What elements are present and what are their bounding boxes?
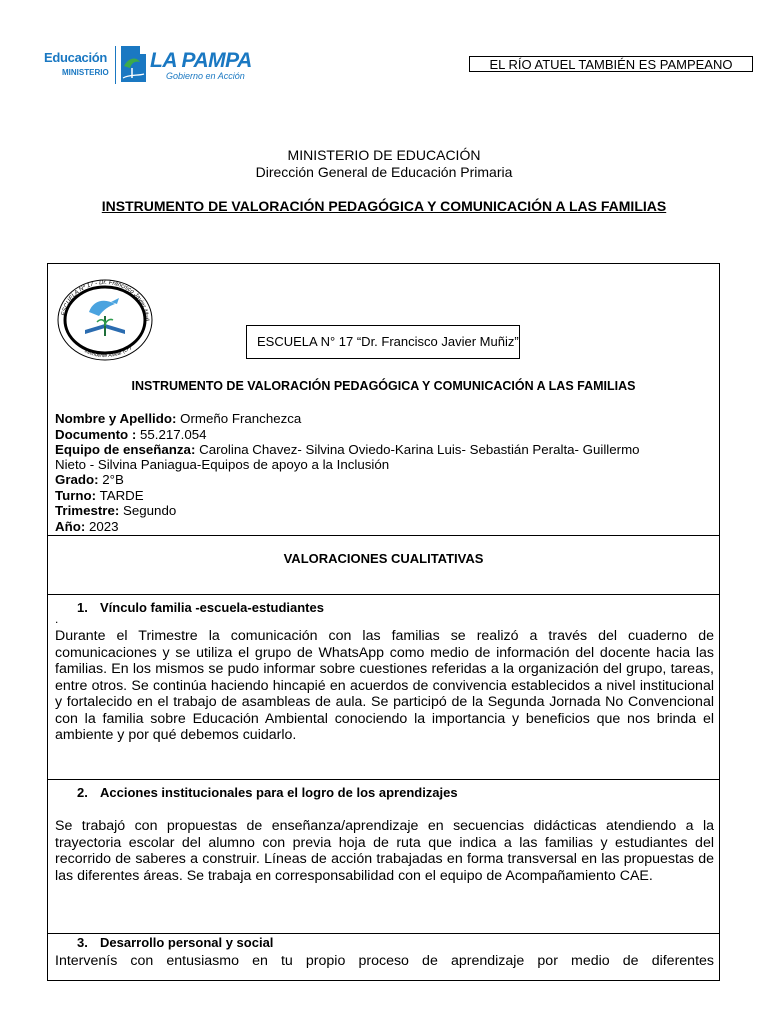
field-name [55, 411, 301, 427]
team-value: Carolina Chavez- Silvina Oviedo-Karina Luis- Sebastián Peralta- Guillermo [195, 442, 640, 457]
section-1-body: Durante el Trimestre la comunicación con las familias se realizó a través del cuaderno de comunicaciones y se utiliza el grupo de WhatsApp como medio de información del docente hacia las familias. En los mismos se pudo informar sobre cuestiones referidas a la organización del grupo, tareas, entre otros. Se continúa haciendo hincapié en acuerdos de convivencia establecidos a nivel institucional y fortalecido en el trabajo de asambleas de aula. Se participó de la Segunda Jornada No Convencional con la familia sobre Educación Ambiental conociendo la importancia y beneficios que nos brinda el ambiente y por qué debemos cuidarlo. [55, 628, 714, 743]
la-pampa-logo-text: LA PAMPA [150, 49, 252, 72]
field-grade [55, 472, 124, 488]
logo-divider [115, 46, 116, 84]
section-2-title: Acciones institucionales para el logro de los aprendizajes [100, 785, 458, 800]
trimester-value: Segundo [119, 503, 177, 518]
name-value: Ormeño Franchezca [176, 411, 302, 426]
field-shift [55, 488, 144, 504]
shift-label: Turno: [55, 488, 97, 503]
school-seal-logo [53, 270, 157, 362]
section-3-number: 3. [77, 935, 88, 950]
seal-top-text: ESCUELA Nº 17 - Dr. Francisco Javier Muñ [61, 279, 150, 322]
grade-label: Grado: [55, 472, 99, 487]
section-3-title: Desarrollo personal y social [100, 935, 274, 950]
team-label: Equipo de enseñanza: [55, 442, 196, 457]
trimester-label: Trimestre: [55, 503, 120, 518]
education-ministry-logo [44, 50, 114, 77]
year-value: 2023 [85, 519, 119, 534]
field-trimester [55, 503, 176, 519]
slogan-box: EL RÍO ATUEL TAMBIÉN ES PAMPEANO [469, 56, 753, 72]
document-title: INSTRUMENTO DE VALORACIÓN PEDAGÓGICA Y COMUNICACIÓN A LAS FAMILIAS [101, 198, 667, 214]
section-1-dot: . [55, 612, 59, 626]
document-value: 55.217.054 [136, 427, 207, 442]
section-2-number: 2. [77, 785, 88, 800]
field-year [55, 519, 119, 535]
divider-qualitative-bottom [47, 594, 720, 595]
shift-value: TARDE [96, 488, 144, 503]
government-slogan-text: Gobierno en Acción [166, 71, 245, 81]
section-2-body: Se trabajó con propuestas de enseñanza/aprendizaje en secuencias didácticas atendiendo a la trayectoria escolar del alumno con previa hoja de ruta que indica a las familias y estudiantes del recorrido de saberes a construir. Líneas de acción trabajadas en forma transversal en las propuestas de las diferentes áreas. Se trabaja en corresponsabilidad con el equipo de Acompañamiento CAE. [55, 818, 714, 884]
divider-section-2-bottom [47, 933, 720, 934]
divider-section-1-bottom [47, 779, 720, 780]
section-3-body: Intervenís con entusiasmo en tu propio proceso de aprendizaje por medio de diferentes [55, 953, 714, 969]
ministry-logo-text: MINISTERIO [62, 68, 109, 77]
section-1-title: Vínculo familia -escuela-estudiantes [100, 600, 324, 615]
la-pampa-map-icon [118, 44, 148, 84]
seal-bottom-text: Intendente Alvear (LP) [83, 344, 133, 360]
form-title: INSTRUMENTO DE VALORACIÓN PEDAGÓGICA Y COMUNICACIÓN A LAS FAMILIAS [131, 379, 636, 393]
field-team [55, 442, 640, 458]
school-name-box: ESCUELA N° 17 “Dr. Francisco Javier Muñiz” [246, 325, 520, 359]
field-team-continued [55, 457, 389, 473]
education-logo-text: Educación [44, 50, 108, 65]
la-pampa-logo [150, 49, 252, 81]
team-value-continued: Nieto - Silvina Paniagua-Equipos de apoyo a la Inclusión [55, 457, 390, 472]
divider-info-bottom [47, 535, 720, 536]
section-1-number: 1. [77, 600, 88, 615]
grade-value: 2°B [98, 472, 124, 487]
qualitative-title: VALORACIONES CUALITATIVAS [283, 551, 484, 566]
document-label: Documento : [55, 427, 137, 442]
ministry-name: MINISTERIO DE EDUCACIÓN [287, 147, 481, 163]
directorate-name: Dirección General de Educación Primaria [255, 164, 513, 180]
field-document [55, 427, 207, 443]
name-label: Nombre y Apellido: [55, 411, 177, 426]
year-label: Año: [55, 519, 86, 534]
